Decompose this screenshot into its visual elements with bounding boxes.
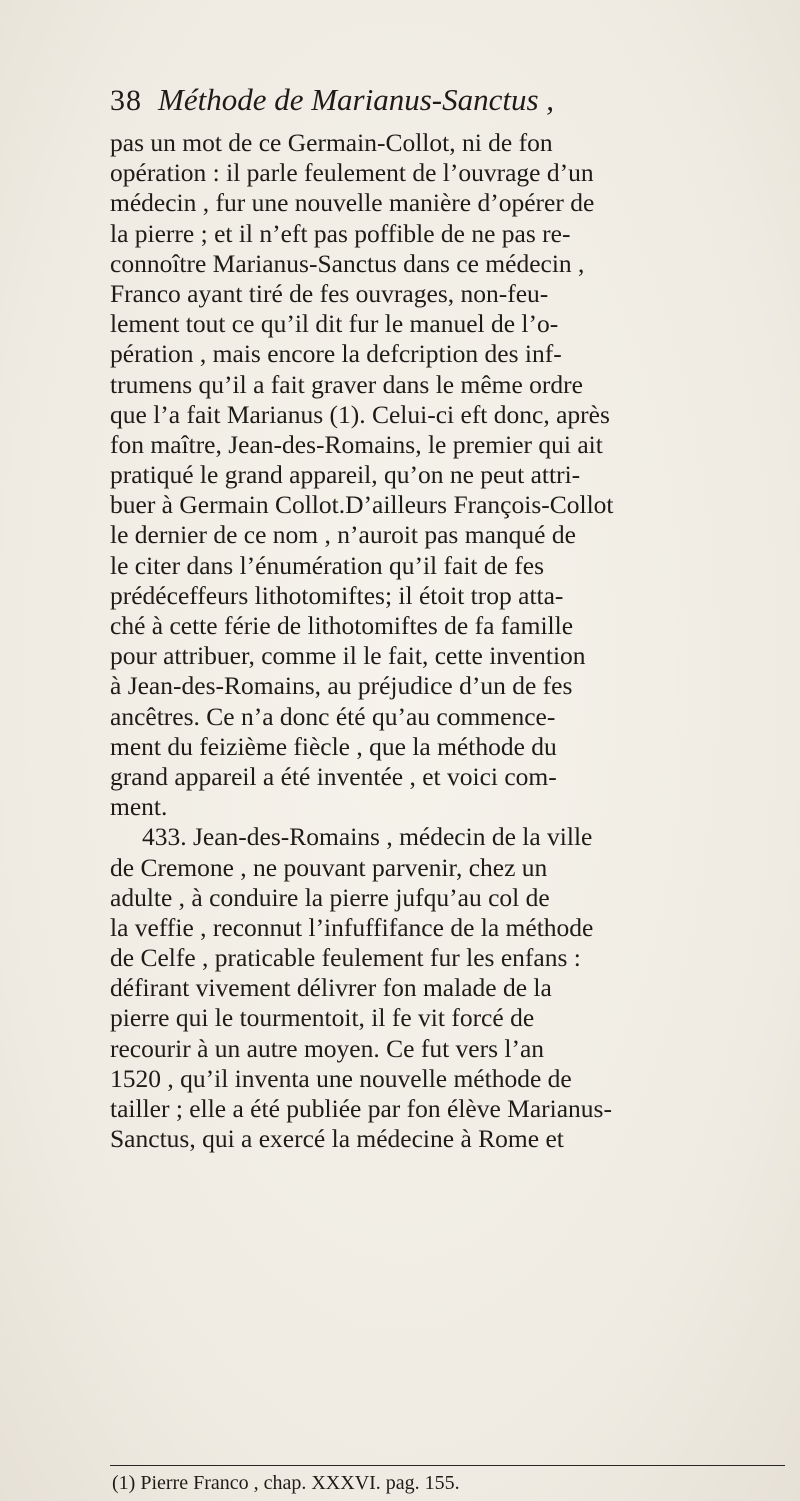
text-line: pération , mais encore la defcription des inf-	[110, 339, 562, 369]
text-line: 433. Jean-des-Romains , médecin de la ville	[142, 822, 593, 852]
page-header	[110, 82, 554, 122]
text-line: trumens qu’il a fait graver dans le même ordre	[110, 369, 583, 399]
text-line: lement tout ce qu’il dit fur le manuel de l’o-	[110, 309, 559, 339]
text-line: adulte , à conduire la pierre jufqu’au col de	[110, 882, 550, 912]
text-line: pratiqué le grand appareil, qu’on ne peut attri-	[110, 460, 581, 490]
text-line: grand appareil a été inventée , et voici com-	[110, 761, 557, 791]
running-title: Méthode de Marianus-Sanctus ,	[158, 82, 555, 117]
text-line: la veffie , reconnut l’infuffifance de la méthode	[110, 912, 594, 942]
text-line: prédéceffeurs lithotomiftes; il étoit trop atta-	[110, 580, 564, 610]
text-line: pas un mot de ce Germain-Collot, ni de fon	[110, 128, 553, 157]
text-line: Franco ayant tiré de fes ouvrages, non-feu-	[110, 278, 549, 308]
text-line: à Jean-des-Romains, au préjudice d’un de fes	[110, 671, 573, 701]
text-line: de Cremone , ne pouvant parvenir, chez un	[110, 852, 548, 882]
text-line: ancêtres. Ce n’a donc été qu’au commence-	[110, 701, 556, 731]
text-line: ché à cette férie de lithotomiftes de fa famille	[110, 611, 574, 640]
text-line: recourir à un autre moyen. Ce fut vers l’an	[110, 1033, 545, 1063]
text-line: Sanctus, qui a exercé la médecine à Rome et	[110, 1124, 564, 1154]
text-line: le dernier de ce nom , n’auroit pas manqué de	[110, 520, 576, 550]
text-line: défirant vivement délivrer fon malade de la	[110, 973, 552, 1003]
footnote-rule	[110, 1465, 785, 1466]
text-line: tailler ; elle a été publiée par fon élève Marianus-	[110, 1094, 612, 1123]
text-line: que l’a fait Marianus (1). Celui-ci eft donc, après	[110, 399, 610, 429]
text-line: pierre qui le tourmentoit, il fe vit forcé de	[110, 1003, 535, 1033]
text-line: buer à Germain Collot.D’ailleurs François-Collot	[110, 490, 614, 520]
text-line: ment.	[110, 792, 168, 822]
page-number: 38	[110, 84, 142, 117]
text-line: médecin , fur une nouvelle manière d’opérer de	[110, 188, 595, 218]
text-line: 1520 , qu’il inventa une nouvelle méthode de	[110, 1063, 572, 1093]
text-line: le citer dans l’énumération qu’il fait de fes	[110, 550, 545, 580]
text-line: connoître Marianus-Sanctus dans ce médecin ,	[110, 248, 585, 278]
body-text	[110, 128, 800, 1154]
text-line: fon maître, Jean-des-Romains, le premier qui ait	[110, 429, 603, 459]
text-line: pour attribuer, comme il le fait, cette invention	[110, 641, 586, 671]
footnote: (1) Pierre Franco , chap. XXXVI. pag. 155.	[112, 1472, 460, 1494]
text-line: de Celfe , praticable feulement fur les enfans :	[110, 943, 581, 973]
text-line: la pierre ; et il n’eft pas poffible de ne pas re-	[110, 218, 571, 248]
text-line: ment du feizième fiècle , que la méthode du	[110, 731, 557, 761]
text-line: opération : il parle feulement de l’ouvrage d’un	[110, 158, 594, 188]
